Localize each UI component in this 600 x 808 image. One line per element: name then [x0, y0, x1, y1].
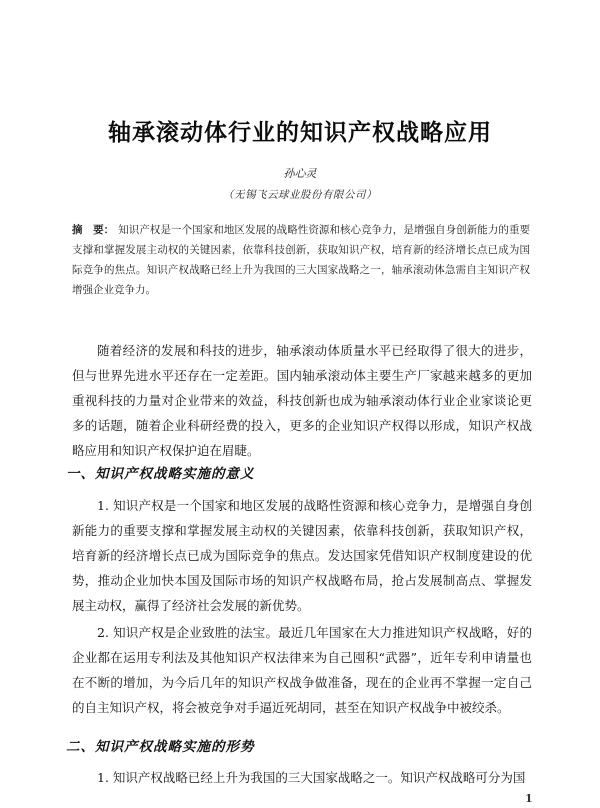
- abstract-label: 摘 要：: [72, 224, 115, 236]
- intro-paragraph: 随着经济的发展和科技的进步，轴承滚动体质量水平已经取得了很大的进步，但与世界先进水平还存在一定差距。国内轴承滚动体主要生产厂家越来越多的更加重视科技的力量对企业带来的效益，科技创新也成为轴承滚动体行业企业家谈论更多的话题，随着企业科研经费的投入，更多的企业知识产权得以形成，知识产权战略应用和知识产权保护迫在眉睫。: [72, 343, 532, 458]
- section-2-paragraph-1: 1. 知识产权战略已经上升为我国的三大国家战略之一。知识产权战略可分为国: [97, 770, 526, 785]
- section-1-paragraph-1: 1. 知识产权是一个国家和地区发展的战略性资源和核心竞争力，是增强自身创新能力的重要支撑和掌握发展主动权的关键因素，依靠科技创新，获取知识产权，培育新的经济增长点已成为国际竞争的焦点。发达国家凭借知识产权制度建设的优势，推动企业加快本国及国际市场的知识产权战略布局，抢占发展制高点、掌握发展主动权，赢得了经济社会发展的新优势。: [72, 498, 532, 613]
- page-number: 1: [525, 792, 533, 805]
- article-title: 轴承滚动体行业的知识产权战略应用: [108, 120, 492, 146]
- section-1-heading: 一、知识产权战略实施的意义: [66, 466, 255, 482]
- abstract-text: 知识产权是一个国家和地区发展的战略性资源和核心竞争力，是增强自身创新能力的重要支撑和掌握发展主动权的关键因素，依靠科技创新，获取知识产权，培育新的经济增长点已成为国际竞争的焦点。知识产权战略已经上升为我国的三大国家战略之一，轴承滚动体急需自主知识产权增强企业竞争力。: [72, 224, 531, 296]
- section-1-paragraph-2: 2. 知识产权是企业致胜的法宝。最近几年国家在大力推进知识产权战略，好的企业都在运用专利法及其他知识产权法律来为自己囤积“武器”，近年专利申请量也在不断的增加，为今后几年的知识产权战争做准备，现在的企业再不掌握一定自己的自主知识产权，将会被竞争对手逼近死胡同，甚至在知识产权战争中被绞杀。: [72, 625, 532, 715]
- article-affiliation: （无锡飞云球业股份有限公司）: [223, 189, 377, 201]
- section-2-heading: 二、知识产权战略实施的形势: [66, 739, 255, 755]
- abstract-block: [72, 220, 530, 300]
- article-author: 孙心灵: [283, 167, 317, 180]
